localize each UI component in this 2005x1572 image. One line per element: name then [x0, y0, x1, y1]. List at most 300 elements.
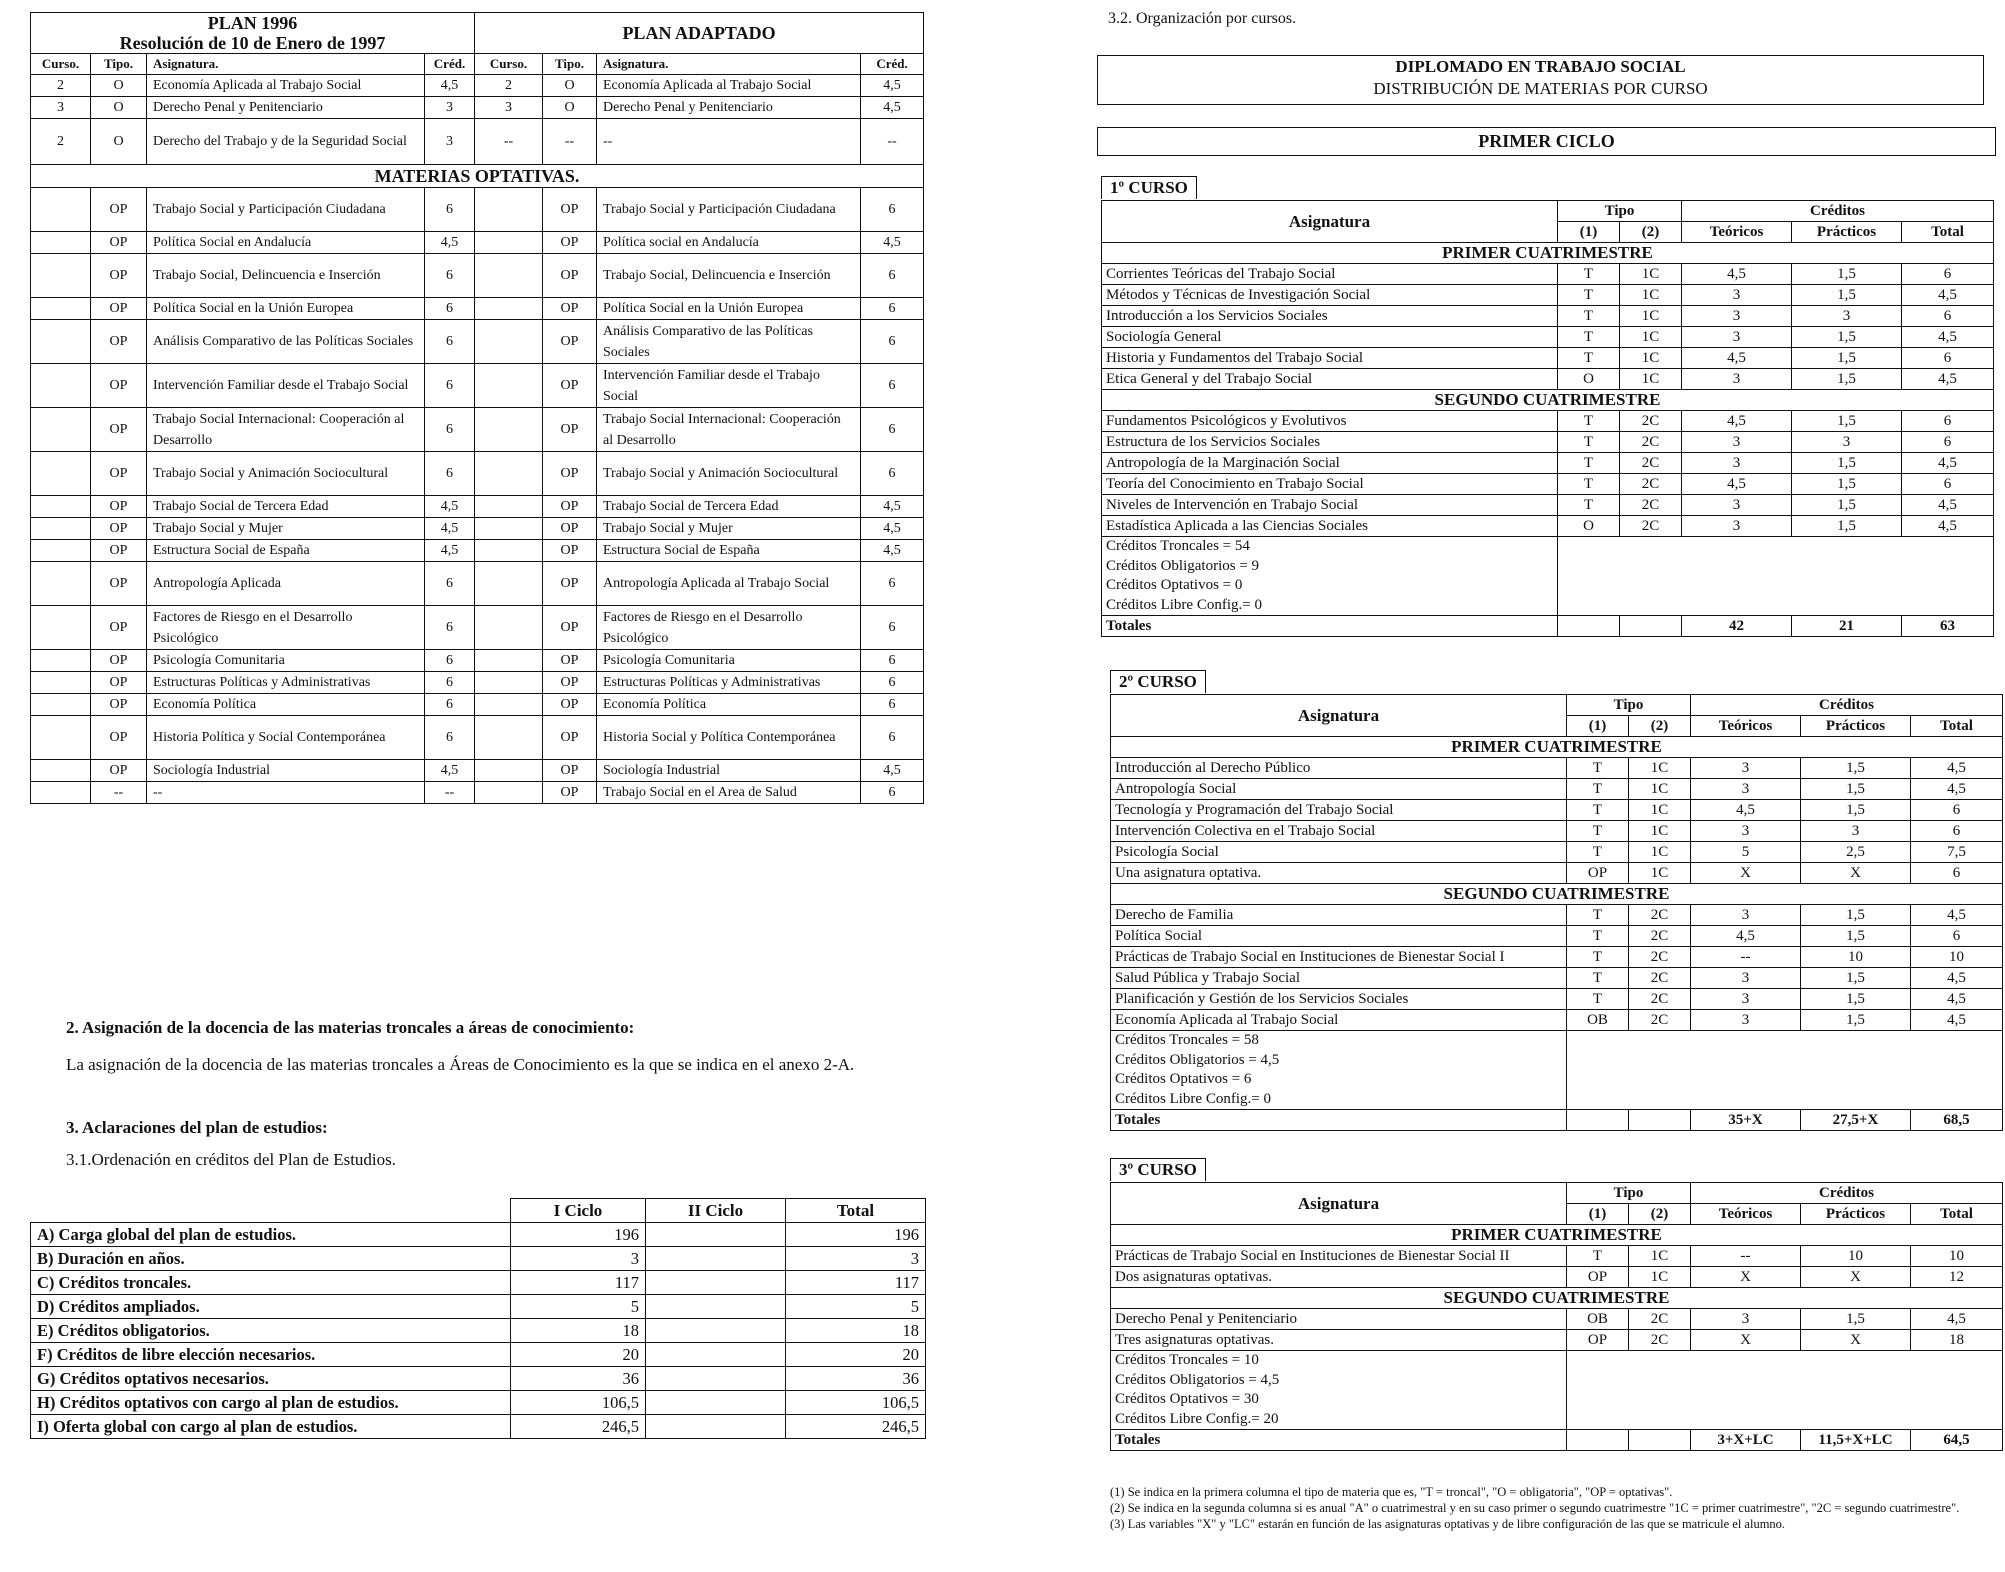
- subject-name: Derecho Penal y Penitenciario: [1111, 1309, 1567, 1330]
- subheader-total: Total: [1911, 716, 2003, 737]
- plan-cell: [475, 254, 543, 298]
- subject-value: 3: [1682, 495, 1792, 516]
- plan-row: [31, 540, 924, 562]
- plan-cell: 6: [425, 672, 475, 694]
- plan-cell: [475, 232, 543, 254]
- credits-label: I) Oferta global con cargo al plan de estudios.: [31, 1415, 511, 1439]
- subject-value: 3: [1691, 821, 1801, 842]
- subject-name: Prácticas de Trabajo Social en Instituciones de Bienestar Social I: [1111, 947, 1567, 968]
- subject-value: X: [1691, 863, 1801, 884]
- subject-value: 1,5: [1801, 989, 1911, 1010]
- plan-cell: [475, 716, 543, 760]
- plan-cell: OP: [543, 694, 597, 716]
- semester-label: PRIMER CUATRIMESTRE: [1102, 243, 1994, 264]
- subject-value: 1,5: [1801, 758, 1911, 779]
- plan-cell: Economía Política: [147, 694, 425, 716]
- subject-value: 4,5: [1902, 453, 1994, 474]
- plan-cell: 4,5: [861, 496, 924, 518]
- subject-name: Intervención Colectiva en el Trabajo Social: [1111, 821, 1567, 842]
- subject-value: 1,5: [1792, 474, 1902, 495]
- subject-value: T: [1558, 306, 1620, 327]
- subject-name: Prácticas de Trabajo Social en Instituciones de Bienestar Social II: [1111, 1246, 1567, 1267]
- subheader-t2: (2): [1620, 222, 1682, 243]
- asignatura-header: Asignatura: [1111, 695, 1567, 737]
- plan-cell: Trabajo Social y Mujer: [597, 518, 861, 540]
- plan-cell: --: [597, 119, 861, 165]
- plan-row: [31, 254, 924, 298]
- footnotes: [1110, 1484, 2000, 1532]
- subject-value: 2C: [1620, 411, 1682, 432]
- credits-label: F) Créditos de libre elección necesarios.: [31, 1343, 511, 1367]
- plan-cell: [475, 496, 543, 518]
- plan-cell: --: [861, 119, 924, 165]
- totals-value: [1567, 1110, 1629, 1131]
- plan-cell: Antropología Aplicada: [147, 562, 425, 606]
- subject-row: [1102, 264, 1994, 285]
- plan-cell: 4,5: [861, 760, 924, 782]
- subject-value: 6: [1902, 348, 1994, 369]
- subject-row: [1111, 1010, 2003, 1031]
- plan-column-header: Créd.: [425, 54, 475, 75]
- plan-row: [31, 119, 924, 165]
- subject-value: 1,5: [1801, 1309, 1911, 1330]
- subject-name: Introducción al Derecho Público: [1111, 758, 1567, 779]
- credits-label: E) Créditos obligatorios.: [31, 1319, 511, 1343]
- plan-cell: OP: [543, 716, 597, 760]
- plan-cell: [31, 364, 91, 408]
- totals-value: 42: [1682, 616, 1792, 637]
- credits-row: [31, 1223, 926, 1247]
- subject-value: 1C: [1620, 264, 1682, 285]
- totals-row: [1111, 1430, 2003, 1451]
- plan-cell: Trabajo Social de Tercera Edad: [597, 496, 861, 518]
- footnote-3: (3) Las variables "X" y "LC" estarán en función de las asignaturas optativas y de libre configuración de las que se matricule el alumno.: [1110, 1517, 1786, 1531]
- plan-cell: Estructuras Políticas y Administrativas: [147, 672, 425, 694]
- semester-row: [1111, 1288, 2003, 1309]
- subject-value: 1C: [1629, 1246, 1691, 1267]
- plan-cell: OP: [91, 232, 147, 254]
- credits-value: [646, 1343, 786, 1367]
- plan-cell: [475, 760, 543, 782]
- subject-value: 1,5: [1792, 264, 1902, 285]
- subject-name: Fundamentos Psicológicos y Evolutivos: [1102, 411, 1558, 432]
- summary-blank: [1567, 1031, 2003, 1110]
- plan-cell: Derecho del Trabajo y de la Seguridad Social: [147, 119, 425, 165]
- credits-value: 18: [511, 1319, 646, 1343]
- subheader-practicos: Prácticos: [1801, 1204, 1911, 1225]
- plan-cell: 2: [475, 75, 543, 97]
- subject-value: T: [1567, 821, 1629, 842]
- subject-row: [1102, 516, 1994, 537]
- course-table: [1101, 200, 1994, 637]
- plan-cell: OP: [543, 298, 597, 320]
- plan-row: [31, 562, 924, 606]
- subject-value: T: [1558, 285, 1620, 306]
- subheader-teoricos: Teóricos: [1691, 1204, 1801, 1225]
- plan-cell: OP: [91, 320, 147, 364]
- totals-value: [1558, 616, 1620, 637]
- plan-cell: 2: [31, 119, 91, 165]
- totals-row: [1102, 616, 1994, 637]
- subject-value: 5: [1691, 842, 1801, 863]
- plan-cell: [475, 320, 543, 364]
- plan-row: [31, 320, 924, 364]
- credits-label: B) Duración en años.: [31, 1247, 511, 1271]
- subject-row: [1102, 411, 1994, 432]
- plan-cell: --: [543, 119, 597, 165]
- subject-value: 1C: [1620, 285, 1682, 306]
- subject-value: 6: [1911, 863, 2003, 884]
- subject-value: 1C: [1620, 327, 1682, 348]
- subject-value: 1C: [1620, 306, 1682, 327]
- subject-value: T: [1558, 264, 1620, 285]
- semester-label: PRIMER CUATRIMESTRE: [1111, 737, 2003, 758]
- subheader-teoricos: Teóricos: [1691, 716, 1801, 737]
- plan-cell: Sociología Industrial: [597, 760, 861, 782]
- subject-value: 12: [1911, 1267, 2003, 1288]
- subject-row: [1111, 821, 2003, 842]
- cycle-title: PRIMER CICLO: [1097, 127, 1996, 156]
- tipo-header: Tipo: [1558, 201, 1682, 222]
- summary-line: Créditos Troncales = 10: [1115, 1352, 1259, 1368]
- course-label: 3º CURSO: [1110, 1158, 1206, 1181]
- plan-cell: OP: [91, 716, 147, 760]
- section-32-heading: 3.2. Organización por cursos.: [1108, 10, 1297, 27]
- summary-line: Créditos Troncales = 58: [1115, 1032, 1259, 1048]
- totals-value: 27,5+X: [1801, 1110, 1911, 1131]
- creditos-header: Créditos: [1682, 201, 1994, 222]
- subject-row: [1102, 495, 1994, 516]
- plan-cell: OP: [543, 452, 597, 496]
- subject-value: 1,5: [1792, 495, 1902, 516]
- credits-value: [646, 1295, 786, 1319]
- plan-cell: [475, 672, 543, 694]
- credits-label: D) Créditos ampliados.: [31, 1295, 511, 1319]
- plan-row: [31, 650, 924, 672]
- plan-cell: 6: [861, 672, 924, 694]
- subject-name: Planificación y Gestión de los Servicios Sociales: [1111, 989, 1567, 1010]
- credits-value: 20: [786, 1343, 926, 1367]
- plan-cell: Trabajo Social en el Area de Salud: [597, 782, 861, 804]
- plan-cell: Factores de Riesgo en el Desarrollo Psicológico: [147, 606, 425, 650]
- plan-cell: 4,5: [425, 232, 475, 254]
- totals-value: 11,5+X+LC: [1801, 1430, 1911, 1451]
- subject-value: 18: [1911, 1330, 2003, 1351]
- plan-column-header: Tipo.: [91, 54, 147, 75]
- subject-value: T: [1567, 800, 1629, 821]
- subject-name: Dos asignaturas optativas.: [1111, 1267, 1567, 1288]
- plan-cell: Política Social en la Unión Europea: [147, 298, 425, 320]
- plan-cell: OP: [543, 672, 597, 694]
- subject-value: 10: [1801, 1246, 1911, 1267]
- subject-name: Salud Pública y Trabajo Social: [1111, 968, 1567, 989]
- subject-value: 3: [1691, 968, 1801, 989]
- degree-title-box: [1097, 55, 1984, 105]
- plan-cell: [31, 518, 91, 540]
- subject-value: 3: [1691, 905, 1801, 926]
- credits-value: 106,5: [786, 1391, 926, 1415]
- credits-value: 3: [511, 1247, 646, 1271]
- credits-row: [31, 1391, 926, 1415]
- subject-value: 4,5: [1682, 411, 1792, 432]
- subject-name: Corrientes Teóricas del Trabajo Social: [1102, 264, 1558, 285]
- plan-cell: Factores de Riesgo en el Desarrollo Psicológico: [597, 606, 861, 650]
- plan-cell: --: [425, 782, 475, 804]
- subject-value: 6: [1902, 306, 1994, 327]
- subject-value: T: [1567, 989, 1629, 1010]
- plan-cell: Análisis Comparativo de las Políticas Sociales: [147, 320, 425, 364]
- subject-value: 1,5: [1792, 369, 1902, 390]
- plan-cell: OP: [543, 782, 597, 804]
- optional-section-row: [31, 165, 924, 188]
- plan-adaptado-title: PLAN ADAPTADO: [475, 13, 924, 54]
- subject-row: [1102, 369, 1994, 390]
- subject-value: 4,5: [1682, 474, 1792, 495]
- credits-value: 20: [511, 1343, 646, 1367]
- footnote-1: (1) Se indica en la primera columna el tipo de materia que es, "T = troncal", "O = obligatoria", "OP = optativas".: [1110, 1485, 1673, 1499]
- plan-cell: OP: [91, 694, 147, 716]
- plan-cell: --: [91, 782, 147, 804]
- plan-cell: 6: [425, 452, 475, 496]
- plan-column-header: Créd.: [861, 54, 924, 75]
- credits-value: 117: [786, 1271, 926, 1295]
- subject-value: OP: [1567, 1330, 1629, 1351]
- plan-cell: OP: [543, 760, 597, 782]
- plan-cell: [31, 650, 91, 672]
- subject-value: T: [1567, 779, 1629, 800]
- subject-row: [1102, 474, 1994, 495]
- subject-value: 4,5: [1691, 926, 1801, 947]
- plan-cell: Economía Aplicada al Trabajo Social: [597, 75, 861, 97]
- plan-row: [31, 452, 924, 496]
- plan-cell: Análisis Comparativo de las Políticas Sociales: [597, 320, 861, 364]
- semester-row: [1102, 390, 1994, 411]
- subject-name: Antropología Social: [1111, 779, 1567, 800]
- credits-value: 106,5: [511, 1391, 646, 1415]
- totals-value: [1629, 1110, 1691, 1131]
- credits-column-header: II Ciclo: [646, 1199, 786, 1223]
- plan-cell: Política social en Andalucía: [597, 232, 861, 254]
- subject-row: [1102, 453, 1994, 474]
- summary-line: Créditos Troncales = 54: [1106, 538, 1250, 554]
- subject-value: 1C: [1629, 842, 1691, 863]
- plan-cell: 6: [861, 408, 924, 452]
- subject-value: 6: [1902, 264, 1994, 285]
- credits-row: [31, 1367, 926, 1391]
- plan-cell: Intervención Familiar desde el Trabajo Social: [597, 364, 861, 408]
- totals-label: Totales: [1111, 1110, 1567, 1131]
- plan-cell: 6: [861, 606, 924, 650]
- subject-value: 4,5: [1911, 758, 2003, 779]
- summary-line: Créditos Optativos = 0: [1106, 577, 1243, 593]
- plan-cell: OP: [543, 518, 597, 540]
- plan-cell: [31, 232, 91, 254]
- totals-value: 3+X+LC: [1691, 1430, 1801, 1451]
- plan-cell: [31, 540, 91, 562]
- plan-cell: OP: [543, 364, 597, 408]
- plan-cell: Trabajo Social, Delincuencia e Inserción: [147, 254, 425, 298]
- subject-value: 2C: [1620, 432, 1682, 453]
- subject-value: 4,5: [1911, 989, 2003, 1010]
- plan-row: [31, 672, 924, 694]
- plan-cell: 4,5: [861, 540, 924, 562]
- plan-cell: Psicología Comunitaria: [597, 650, 861, 672]
- subject-value: 4,5: [1691, 800, 1801, 821]
- plan-cell: [31, 716, 91, 760]
- subheader-t1: (1): [1567, 716, 1629, 737]
- totals-label: Totales: [1111, 1430, 1567, 1451]
- plan-cell: OP: [543, 188, 597, 232]
- plan-cell: OP: [91, 518, 147, 540]
- totals-row: [1111, 1110, 2003, 1131]
- plan-cell: [31, 188, 91, 232]
- plan-cell: OP: [543, 540, 597, 562]
- subject-name: Economía Aplicada al Trabajo Social: [1111, 1010, 1567, 1031]
- subject-value: 1C: [1620, 348, 1682, 369]
- plan-cell: [475, 540, 543, 562]
- credits-value: [646, 1319, 786, 1343]
- subject-value: 3: [1792, 306, 1902, 327]
- plan-cell: [31, 606, 91, 650]
- credits-value: [646, 1271, 786, 1295]
- subject-row: [1102, 306, 1994, 327]
- subject-row: [1102, 432, 1994, 453]
- subject-value: OB: [1567, 1010, 1629, 1031]
- subject-name: Estructura de los Servicios Sociales: [1102, 432, 1558, 453]
- subject-value: 2C: [1629, 989, 1691, 1010]
- subject-row: [1111, 842, 2003, 863]
- semester-label: SEGUNDO CUATRIMESTRE: [1111, 884, 2003, 905]
- subject-value: 1C: [1620, 369, 1682, 390]
- subject-row: [1111, 1246, 2003, 1267]
- plan-cell: 4,5: [861, 518, 924, 540]
- subject-row: [1102, 327, 1994, 348]
- subject-value: 4,5: [1902, 285, 1994, 306]
- plan-cell: 6: [861, 188, 924, 232]
- subject-name: Tres asignaturas optativas.: [1111, 1330, 1567, 1351]
- plan-column-header: Asignatura.: [597, 54, 861, 75]
- credits-column-header: I Ciclo: [511, 1199, 646, 1223]
- totals-value: 68,5: [1911, 1110, 2003, 1131]
- subject-value: 1,5: [1801, 800, 1911, 821]
- plan-cell: 4,5: [425, 496, 475, 518]
- subject-name: Tecnología y Programación del Trabajo Social: [1111, 800, 1567, 821]
- credits-column-header: Total: [786, 1199, 926, 1223]
- subheader-teoricos: Teóricos: [1682, 222, 1792, 243]
- subject-row: [1111, 905, 2003, 926]
- asignatura-header: Asignatura: [1102, 201, 1558, 243]
- plan-cell: 6: [861, 298, 924, 320]
- subject-value: T: [1567, 926, 1629, 947]
- subject-value: 2C: [1629, 1330, 1691, 1351]
- plan-cell: Sociología Industrial: [147, 760, 425, 782]
- subject-row: [1102, 285, 1994, 306]
- plan-cell: Estructuras Políticas y Administrativas: [597, 672, 861, 694]
- plan-column-header: Curso.: [31, 54, 91, 75]
- subject-name: Psicología Social: [1111, 842, 1567, 863]
- subject-value: 4,5: [1911, 1309, 2003, 1330]
- subject-row: [1111, 758, 2003, 779]
- subject-value: 1C: [1629, 758, 1691, 779]
- subject-value: 1,5: [1792, 285, 1902, 306]
- plan-cell: [475, 562, 543, 606]
- plan-cell: 6: [425, 364, 475, 408]
- credits-row: [31, 1343, 926, 1367]
- subject-value: 1,5: [1801, 1010, 1911, 1031]
- subject-value: T: [1558, 453, 1620, 474]
- credits-table: [30, 1198, 926, 1439]
- subheader-total: Total: [1902, 222, 1994, 243]
- plan-cell: [31, 694, 91, 716]
- plan-row: [31, 232, 924, 254]
- plan-row: [31, 606, 924, 650]
- subject-value: 2C: [1620, 474, 1682, 495]
- semester-label: SEGUNDO CUATRIMESTRE: [1111, 1288, 2003, 1309]
- plan-cell: [475, 408, 543, 452]
- plan-cell: --: [475, 119, 543, 165]
- subject-row: [1111, 1330, 2003, 1351]
- plan-cell: 4,5: [425, 760, 475, 782]
- plan-row: [31, 97, 924, 119]
- subject-value: 6: [1902, 474, 1994, 495]
- subject-row: [1111, 989, 2003, 1010]
- plan-comparison-table: [30, 12, 924, 804]
- plan-cell: Estructura Social de España: [597, 540, 861, 562]
- credits-value: [646, 1247, 786, 1271]
- subject-name: Métodos y Técnicas de Investigación Social: [1102, 285, 1558, 306]
- section-31-heading: 3.1.Ordenación en créditos del Plan de Estudios.: [66, 1150, 397, 1169]
- optional-section-label: MATERIAS OPTATIVAS.: [31, 165, 924, 188]
- section-3-heading: 3. Aclaraciones del plan de estudios:: [66, 1118, 328, 1137]
- subject-value: 1,5: [1801, 905, 1911, 926]
- plan-row: [31, 716, 924, 760]
- subject-name: Sociología General: [1102, 327, 1558, 348]
- plan-cell: [31, 452, 91, 496]
- plan-cell: OP: [543, 232, 597, 254]
- plan-cell: OP: [91, 496, 147, 518]
- plan-cell: Trabajo Social de Tercera Edad: [147, 496, 425, 518]
- totals-value: 63: [1902, 616, 1994, 637]
- credits-row: [31, 1271, 926, 1295]
- credits-row: [31, 1247, 926, 1271]
- plan-cell: [475, 452, 543, 496]
- distribution-title: DISTRIBUCIÓN DE MATERIAS POR CURSO: [1373, 79, 1708, 98]
- plan-cell: Intervención Familiar desde el Trabajo Social: [147, 364, 425, 408]
- plan-cell: 6: [861, 694, 924, 716]
- subject-value: 6: [1911, 926, 2003, 947]
- totals-label: Totales: [1102, 616, 1558, 637]
- subject-name: Etica General y del Trabajo Social: [1102, 369, 1558, 390]
- plan-cell: OP: [543, 254, 597, 298]
- plan-row: [31, 364, 924, 408]
- subject-value: 6: [1902, 432, 1994, 453]
- subject-value: T: [1567, 758, 1629, 779]
- subject-value: 1C: [1629, 863, 1691, 884]
- subheader-t1: (1): [1567, 1204, 1629, 1225]
- plan-cell: 6: [425, 606, 475, 650]
- plan-row: [31, 760, 924, 782]
- totals-value: 21: [1792, 616, 1902, 637]
- subject-value: 1C: [1629, 1267, 1691, 1288]
- subject-value: --: [1691, 1246, 1801, 1267]
- plan-cell: Antropología Aplicada al Trabajo Social: [597, 562, 861, 606]
- totals-value: [1567, 1430, 1629, 1451]
- subject-value: 4,5: [1911, 905, 2003, 926]
- plan-cell: [475, 782, 543, 804]
- subject-value: 1C: [1629, 779, 1691, 800]
- plan-cell: --: [147, 782, 425, 804]
- credits-row: [31, 1319, 926, 1343]
